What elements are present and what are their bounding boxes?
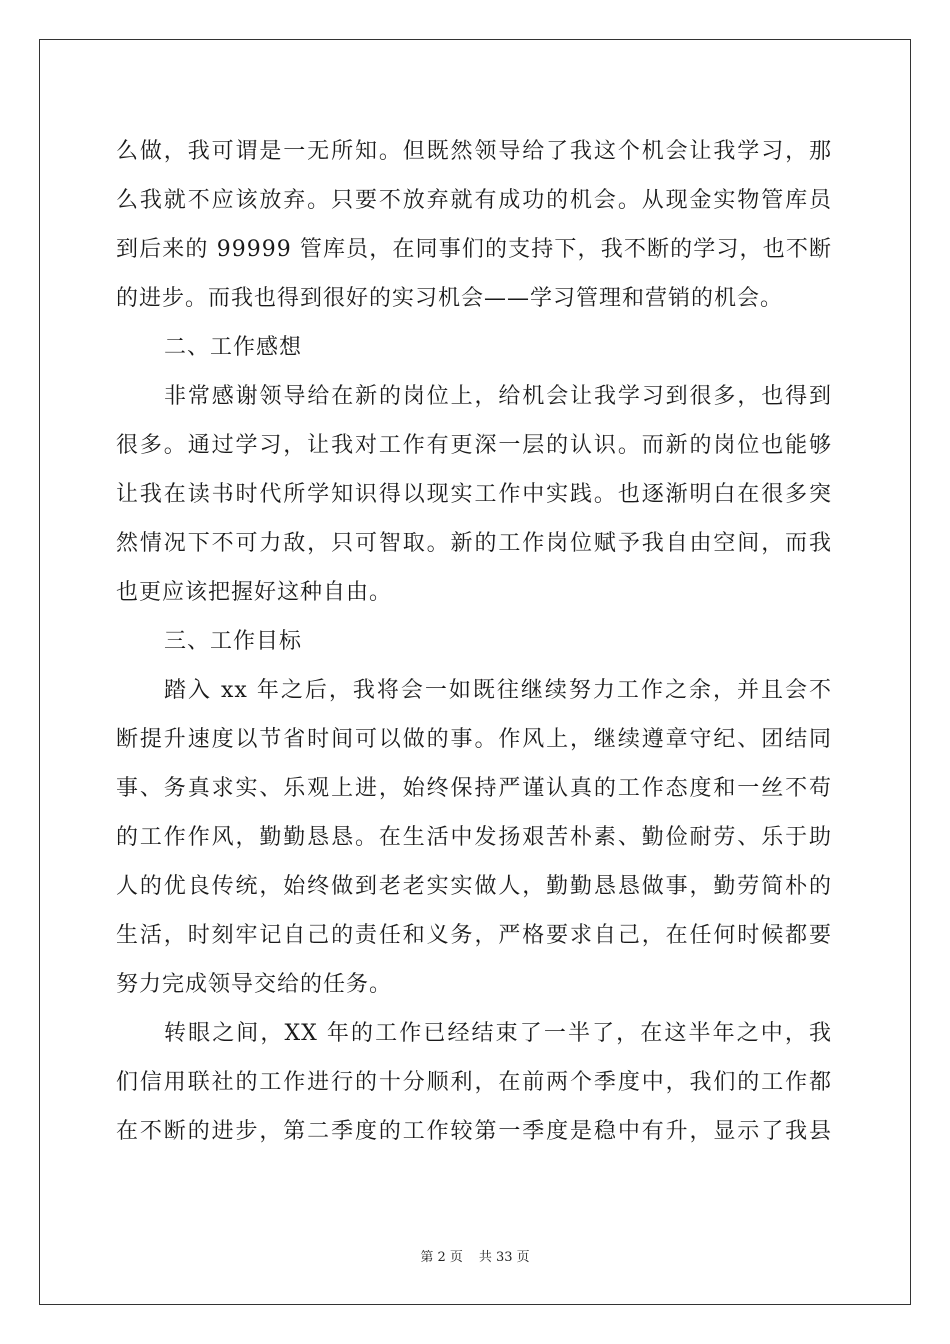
paragraph-line: 么做，我可谓是一无所知。但既然领导给了我这个机会让我学习，那 [116,139,832,164]
paragraph-line: 努力完成领导交给的任务。 [116,972,393,997]
paragraph-line: 转眼之间，XX 年的工作已经结束了一半了，在这半年之中，我 [164,1021,832,1046]
section-heading: 三、工作目标 [164,629,303,654]
section-heading: 二、工作感想 [164,335,303,360]
paragraph-line: 踏入 xx 年之后，我将会一如既往继续努力工作之余，并且会不 [164,678,832,703]
paragraph-line: 断提升速度以节省时间可以做的事。作风上，继续遵章守纪、团结同 [116,727,832,752]
paragraph-line: 么我就不应该放弃。只要不放弃就有成功的机会。从现金实物管库员 [116,188,832,213]
page-number: 第 2 页 [420,1250,463,1265]
page-total: 共 33 页 [478,1250,530,1265]
paragraph-line: 事、务真求实、乐观上进，始终保持严谨认真的工作态度和一丝不苟 [116,776,832,801]
paragraph-line: 很多。通过学习，让我对工作有更深一层的认识。而新的岗位也能够 [116,433,832,458]
paragraph-line: 在不断的进步，第二季度的工作较第一季度是稳中有升，显示了我县 [116,1119,832,1144]
paragraph-line: 然情况下不可力敌，只可智取。新的工作岗位赋予我自由空间，而我 [116,531,832,556]
paragraph-line: 生活，时刻牢记自己的责任和义务，严格要求自己，在任何时候都要 [116,923,832,948]
paragraph-line: 人的优良传统，始终做到老老实实做人，勤勤恳恳做事，勤劳简朴的 [116,874,832,899]
page-footer [0,1246,950,1265]
document-body [116,127,832,1156]
paragraph-line: 们信用联社的工作进行的十分顺利，在前两个季度中，我们的工作都 [116,1070,832,1095]
paragraph-line: 的进步。而我也得到很好的实习机会——学习管理和营销的机会。 [116,286,784,311]
paragraph-line: 让我在读书时代所学知识得以现实工作中实践。也逐渐明白在很多突 [116,482,832,507]
paragraph-line: 到后来的 99999 管库员，在同事们的支持下，我不断的学习，也不断 [116,237,832,262]
paragraph-line: 的工作作风，勤勤恳恳。在生活中发扬艰苦朴素、勤俭耐劳、乐于助 [116,825,832,850]
paragraph-line: 非常感谢领导给在新的岗位上，给机会让我学习到很多，也得到 [164,384,832,409]
paragraph-line: 也更应该把握好这种自由。 [116,580,393,605]
